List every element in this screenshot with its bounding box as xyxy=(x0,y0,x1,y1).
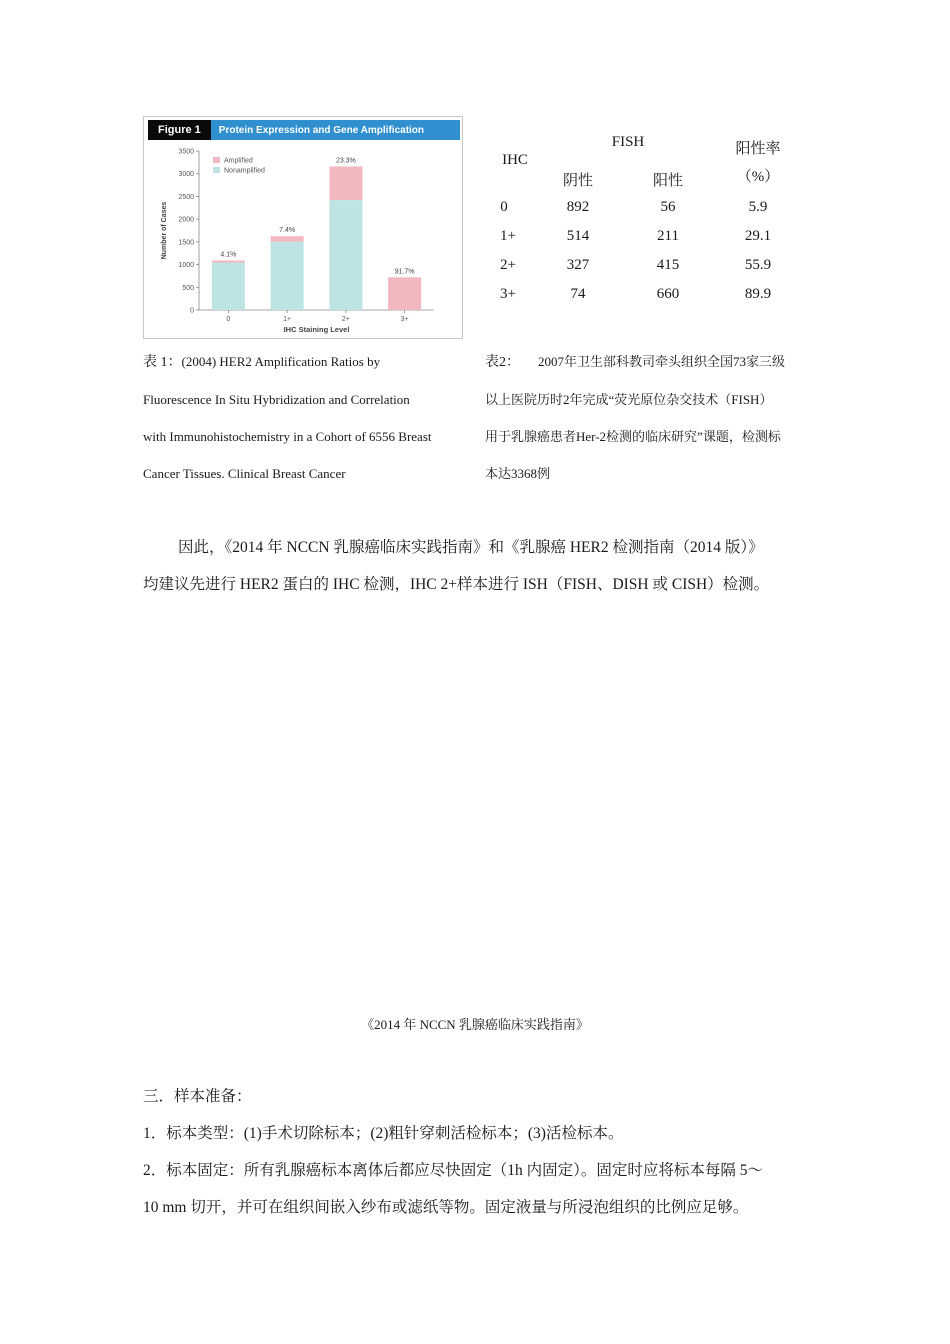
figure-header xyxy=(148,120,460,140)
x-tick-label: 1+ xyxy=(283,316,292,323)
caption-1-line: Fluorescence In Situ Hybridization and Correlation xyxy=(143,392,410,407)
table-cell-positive: 211 xyxy=(657,228,679,244)
caption-2-line: 用于乳腺癌患者Her-2检测的临床研究”课题，检测标 xyxy=(485,429,781,444)
bar-nonamplified xyxy=(212,263,245,310)
table-header-ihc: IHC xyxy=(502,152,528,168)
table-header-negative: 阴性 xyxy=(562,173,593,189)
table-cell-ihc: 2+ xyxy=(500,257,516,273)
section-item: 10 mm 切开，并可在组织间嵌入纱布或滤纸等物。固定液量与所浸泡组织的比例应足够。 xyxy=(143,1199,749,1216)
y-tick-label: 500 xyxy=(182,284,194,292)
bar-nonamplified xyxy=(271,242,304,310)
bar-data-label: 91.7% xyxy=(394,268,415,276)
table-header-rate: 阳性率 xyxy=(735,141,781,157)
y-axis-label: Number of Cases xyxy=(161,201,168,260)
caption-2-line: 2007年卫生部科教司牵头组织全国73家三级 xyxy=(538,354,786,369)
table-header-positive: 阳性 xyxy=(652,173,683,189)
legend-label: Amplified xyxy=(224,157,253,165)
caption-1-line: (2004) HER2 Amplification Ratios by xyxy=(181,354,381,369)
bar-chart xyxy=(144,117,464,340)
table-cell-ihc: 0 xyxy=(500,199,508,215)
table-cell-negative: 514 xyxy=(566,228,590,244)
x-tick-label: 3+ xyxy=(400,316,409,323)
bar-amplified xyxy=(271,236,304,241)
caption-1-label: 表 1： xyxy=(143,355,182,370)
center-caption: 《2014 年 NCCN 乳腺癌临床实践指南》 xyxy=(361,1017,589,1032)
legend-swatch xyxy=(213,167,220,173)
paragraph-line: 因此，《2014 年 NCCN 乳腺癌临床实践指南》和《乳腺癌 HER2 检测指南（2014 版）》 xyxy=(178,539,764,556)
table-cell-rate: 89.9 xyxy=(744,286,772,302)
figure-tag: Figure 1 xyxy=(148,120,211,140)
y-tick-label: 2500 xyxy=(178,193,194,201)
x-tick-label: 2+ xyxy=(341,316,350,323)
y-tick-label: 3500 xyxy=(178,148,194,156)
table-cell-positive: 56 xyxy=(660,199,676,215)
table-cell-negative: 892 xyxy=(566,199,590,215)
table-cell-ihc: 3+ xyxy=(500,286,516,302)
y-tick-label: 3000 xyxy=(178,171,194,179)
table-cell-positive: 660 xyxy=(656,286,680,302)
caption-1-line: with Immunohistochemistry in a Cohort of 6556 Breast xyxy=(143,429,432,444)
y-tick-label: 1500 xyxy=(178,239,194,247)
caption-2-line: 本达3368例 xyxy=(485,466,551,481)
bar-amplified xyxy=(388,277,421,310)
legend-swatch xyxy=(213,157,220,163)
table-cell-rate: 5.9 xyxy=(748,199,768,215)
table-cell-ihc: 1+ xyxy=(500,228,516,244)
bar-amplified xyxy=(212,260,245,262)
caption-1 xyxy=(143,343,432,492)
x-tick-label: 0 xyxy=(226,316,231,323)
table-cell-positive: 415 xyxy=(656,257,680,273)
legend-label: Nonamplified xyxy=(224,167,265,175)
y-tick-label: 0 xyxy=(190,307,194,315)
table-cell-negative: 74 xyxy=(570,286,586,302)
figure-1 xyxy=(143,116,463,339)
caption-2-label: 表2： xyxy=(485,355,520,370)
section-item: 2．标本固定：所有乳腺癌标本离体后都应尽快固定（1h 内固定）。固定时应将标本每隔 5～ xyxy=(143,1162,764,1179)
table-header-rate-unit: （%） xyxy=(736,169,780,185)
caption-2-line: 以上医院历时2年完成“荧光原位杂交技术（FISH） xyxy=(485,392,773,407)
paragraph-line: 均建议先进行 HER2 蛋白的 IHC 检测，IHC 2+样本进行 ISH（FISH、DISH 或 CISH）检测。 xyxy=(143,576,770,593)
y-tick-label: 1000 xyxy=(178,262,194,270)
bar-data-label: 23.3% xyxy=(335,157,356,165)
bar-amplified xyxy=(329,166,362,200)
caption-2 xyxy=(485,343,785,492)
y-tick-label: 2000 xyxy=(178,216,194,224)
x-axis-label: IHC Staining Level xyxy=(283,325,350,334)
figure-title: Protein Expression and Gene Amplification xyxy=(218,124,425,136)
bar-nonamplified xyxy=(329,200,362,310)
table-cell-rate: 29.1 xyxy=(744,228,772,244)
bar-data-label: 4.1% xyxy=(220,251,237,259)
caption-1-line: Cancer Tissues. Clinical Breast Cancer xyxy=(143,466,346,481)
section-item: 1．标本类型：(1)手术切除标本；(2)粗针穿刺活检标本；(3)活检标本。 xyxy=(143,1125,624,1142)
table-cell-negative: 327 xyxy=(566,257,590,273)
table-cell-rate: 55.9 xyxy=(744,257,772,273)
section-heading: 三．样本准备： xyxy=(143,1088,252,1105)
bar-data-label: 7.4% xyxy=(279,227,296,235)
table-header-fish: FISH xyxy=(611,134,645,150)
